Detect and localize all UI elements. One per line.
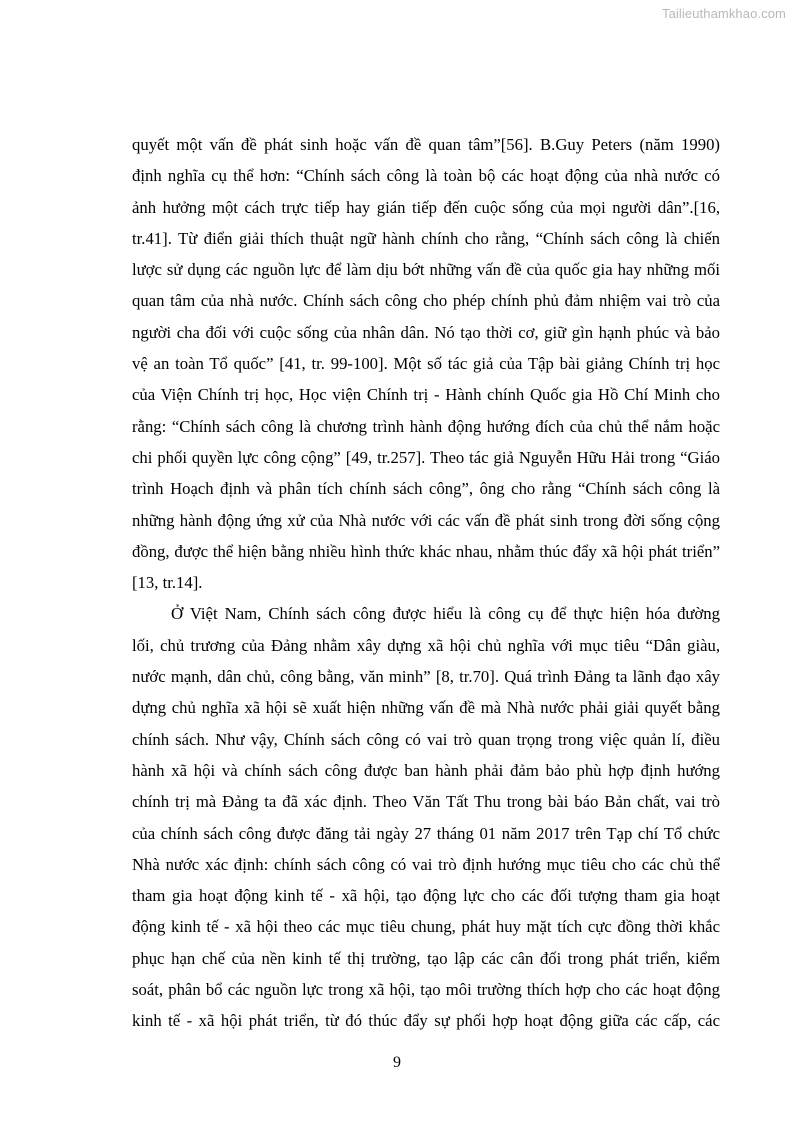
watermark-text: Tailieuthamkhao.com xyxy=(661,6,786,21)
text-line: người cha đối với cuộc sống của nhân dân. Nó tạo thời cơ, giữ gìn hạnh phúc và bảo xyxy=(132,322,720,342)
text-line: trình Hoạch định và phân tích chính sách công”, ông cho rằng “Chính sách công là xyxy=(132,479,720,499)
text-line: những hành động ứng xử của Nhà nước với các vấn đề phát sinh trong đời sống cộng xyxy=(132,510,720,530)
text-line: [13, tr.14]. xyxy=(132,573,203,593)
text-line: quyết một vấn đề phát sinh hoặc vấn đề quan tâm”[56]. B.Guy Peters (năm 1990) xyxy=(132,135,720,154)
text-line: của chính sách công được đăng tải ngày 27 tháng 01 năm 2017 trên Tạp chí Tổ chức xyxy=(132,823,720,843)
text-line: quan tâm của nhà nước. Chính sách công cho phép chính phủ đảm nhiệm vai trò của xyxy=(132,291,720,311)
text-line: lược sử dụng các nguồn lực để làm dịu bớt những vấn đề của quốc gia hay những mối xyxy=(132,260,720,280)
text-line: phục hạn chế của nền kinh tế thị trường, tạo lập các cân đối trong phát triển, kiểm xyxy=(132,948,720,968)
text-line: chi phối quyền lực công cộng” [49, tr.257]. Theo tác giả Nguyễn Hữu Hải trong “Giáo xyxy=(132,447,720,467)
text-line: vệ an toàn Tổ quốc” [41, tr. 99-100]. Một số tác giả của Tập bài giảng Chính trị học xyxy=(132,354,720,374)
text-line: tr.41]. Từ điển giải thích thuật ngữ hành chính cho rằng, “Chính sách công là chiến xyxy=(132,228,720,248)
paragraph xyxy=(132,598,720,1036)
document-body xyxy=(132,129,720,1037)
text-line: ảnh hưởng một cách trực tiếp hay gián tiếp đến cuộc sống của mọi người dân”.[16, xyxy=(132,197,720,217)
text-line: Ở Việt Nam, Chính sách công được hiểu là công cụ để thực hiện hóa đường xyxy=(171,604,720,624)
text-line: dựng chủ nghĩa xã hội sẽ xuất hiện những vấn đề mà Nhà nước phải giải quyết bằng xyxy=(132,698,720,718)
text-line: chính trị mà Đảng ta đã xác định. Theo Văn Tất Thu trong bài báo Bản chất, vai trò xyxy=(132,792,720,812)
text-line: định nghĩa cụ thể hơn: “Chính sách công là toàn bộ các hoạt động của nhà nước có xyxy=(132,166,720,186)
text-line: Nhà nước xác định: chính sách công có vai trò định hướng mục tiêu cho các chủ thể xyxy=(132,854,720,874)
text-line: của Viện Chính trị học, Học viện Chính trị - Hành chính Quốc gia Hồ Chí Minh cho xyxy=(132,385,720,405)
text-line: hành xã hội và chính sách công được ban hành phải đảm bảo phù hợp định hướng xyxy=(132,760,720,780)
text-line: rằng: “Chính sách công là chương trình hành động hướng đích của chủ thể nắm hoặc xyxy=(132,416,720,436)
paragraph xyxy=(132,129,720,598)
page-number: 9 xyxy=(393,1054,401,1071)
text-line: tham gia hoạt động kinh tế - xã hội, tạo động lực cho các đối tượng tham gia hoạt xyxy=(132,886,720,906)
text-line: động kinh tế - xã hội theo các mục tiêu chung, phát huy mặt tích cực đồng thời khắc xyxy=(132,917,720,937)
text-line: đồng, được thể hiện bằng nhiều hình thức khác nhau, nhằm thúc đẩy xã hội phát triển” xyxy=(132,541,720,561)
text-line: kinh tế - xã hội phát triển, từ đó thúc đẩy sự phối hợp hoạt động giữa các cấp, các xyxy=(132,1011,720,1031)
text-line: nước mạnh, dân chủ, công bằng, văn minh” [8, tr.70]. Quá trình Đảng ta lãnh đạo xây xyxy=(132,667,720,687)
text-line: chính sách. Như vậy, Chính sách công có vai trò quan trọng trong việc quản lí, điều xyxy=(132,729,720,749)
text-line: soát, phân bổ các nguồn lực trong xã hội, tạo môi trường thích hợp cho các hoạt động xyxy=(132,980,720,1000)
text-line: lối, chủ trương của Đảng nhằm xây dựng xã hội chủ nghĩa với mục tiêu “Dân giàu, xyxy=(132,635,720,655)
